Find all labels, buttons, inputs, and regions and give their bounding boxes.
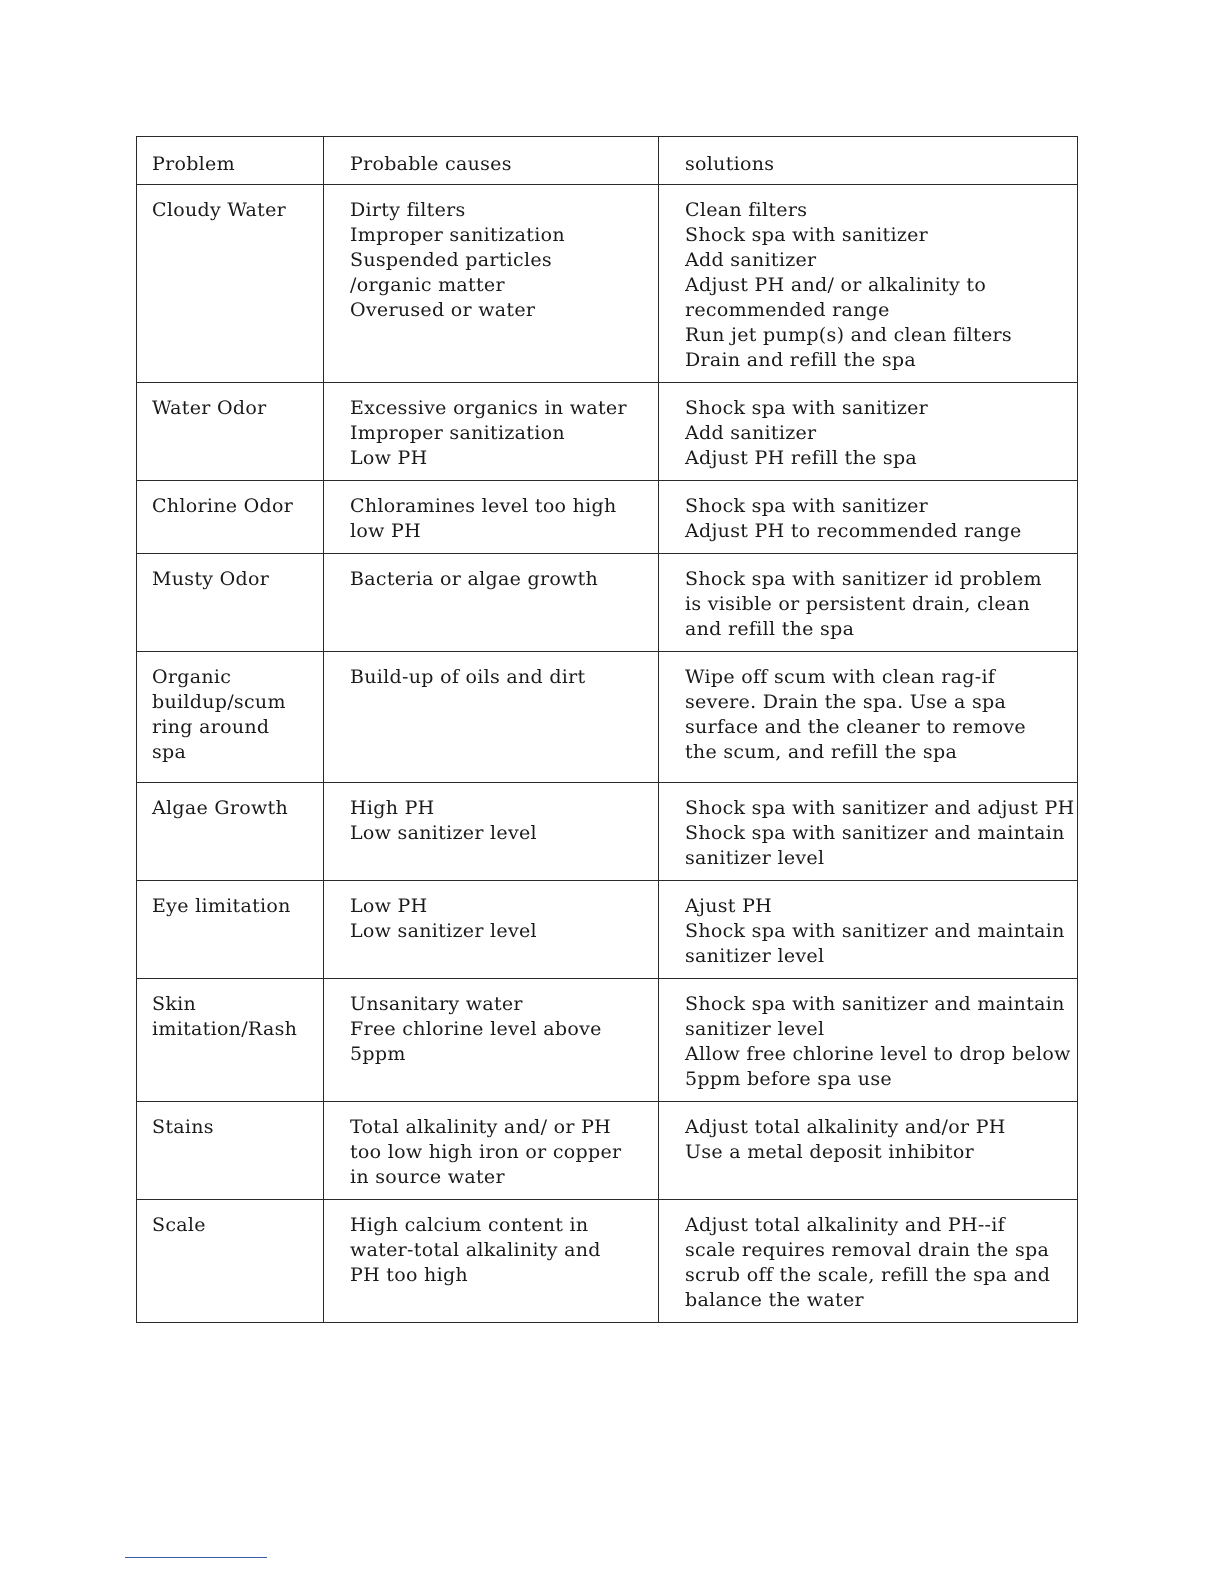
table-body [137, 185, 1078, 1323]
header-solutions: solutions [659, 137, 1078, 185]
table-row [137, 652, 1078, 783]
table-row [137, 979, 1078, 1102]
solution-line: Add sanitizer [685, 249, 817, 271]
solution-line: and refill the spa [685, 618, 855, 640]
cause-line: water-total alkalinity and [350, 1239, 601, 1261]
solutions-cell [659, 185, 1078, 383]
solution-line: Adjust total alkalinity and PH--if [685, 1214, 1005, 1236]
problem-text: Water Odor [152, 397, 267, 419]
solution-line: surface and the cleaner to remove [685, 716, 1026, 738]
problem-text: Algae Growth [152, 797, 289, 819]
solution-line: Adjust PH refill the spa [685, 447, 918, 469]
table-row [137, 1102, 1078, 1200]
solution-line: Adjust PH to recommended range [685, 520, 1022, 542]
cause-line: Low sanitizer level [350, 822, 537, 844]
solutions-cell [659, 881, 1078, 979]
solution-line: Ajust PH [685, 895, 773, 917]
causes-cell [324, 1200, 659, 1323]
cause-line: too low high iron or copper [350, 1141, 622, 1163]
table-row [137, 481, 1078, 554]
solution-line: Use a metal deposit inhibitor [685, 1141, 974, 1163]
solution-line: Run jet pump(s) and clean filters [685, 324, 1012, 346]
problem-text: Scale [152, 1214, 206, 1236]
problem-text: Skin [152, 993, 197, 1015]
solution-line: sanitizer level [685, 847, 825, 869]
problem-cell [137, 979, 324, 1102]
solution-line: sanitizer level [685, 945, 825, 967]
cause-line: High PH [350, 797, 435, 819]
cause-line: Bacteria or algae growth [350, 568, 599, 590]
solution-line: sanitizer level [685, 1018, 825, 1040]
solution-line: recommended range [685, 299, 890, 321]
causes-cell [324, 881, 659, 979]
table-row [137, 185, 1078, 383]
problem-text: spa [152, 741, 187, 763]
solution-line: Shock spa with sanitizer and maintain [685, 920, 1065, 942]
problem-cell [137, 1200, 324, 1323]
table-row [137, 1200, 1078, 1323]
solution-line: Shock spa with sanitizer [685, 397, 929, 419]
cause-line: Free chlorine level above [350, 1018, 602, 1040]
table-row [137, 783, 1078, 881]
solution-line: Clean filters [685, 199, 808, 221]
problem-cell [137, 383, 324, 481]
solution-line: scale requires removal drain the spa [685, 1239, 1050, 1261]
cause-line: Low sanitizer level [350, 920, 537, 942]
table-row [137, 881, 1078, 979]
solutions-cell [659, 383, 1078, 481]
cause-line: low PH [350, 520, 421, 542]
solutions-cell [659, 481, 1078, 554]
cause-line: Low PH [350, 447, 428, 469]
table-row [137, 383, 1078, 481]
solution-line: Allow free chlorine level to drop below [685, 1043, 1071, 1065]
cause-line: Suspended particles [350, 249, 552, 271]
problem-text: Cloudy Water [152, 199, 286, 221]
problem-text: ring around [152, 716, 270, 738]
header-problem: Problem [137, 137, 324, 185]
cause-line: Excessive organics in water [350, 397, 627, 419]
problem-cell [137, 481, 324, 554]
problem-cell [137, 652, 324, 783]
problem-text: Eye limitation [152, 895, 291, 917]
solution-line: Shock spa with sanitizer and maintain [685, 993, 1065, 1015]
cause-line: Build-up of oils and dirt [350, 666, 586, 688]
causes-cell [324, 979, 659, 1102]
solution-line: Shock spa with sanitizer id problem [685, 568, 1042, 590]
causes-cell [324, 554, 659, 652]
problem-text: buildup/scum [152, 691, 286, 713]
solutions-cell [659, 652, 1078, 783]
problem-cell [137, 1102, 324, 1200]
cause-line: Dirty filters [350, 199, 466, 221]
solution-line: Adjust PH and/ or alkalinity to [685, 274, 987, 296]
solutions-cell [659, 1200, 1078, 1323]
solutions-cell [659, 979, 1078, 1102]
cause-line: Low PH [350, 895, 428, 917]
causes-cell [324, 383, 659, 481]
cause-line: 5ppm [350, 1043, 406, 1065]
causes-cell [324, 783, 659, 881]
solution-line: Adjust total alkalinity and/or PH [685, 1116, 1006, 1138]
solution-line: Shock spa with sanitizer [685, 224, 929, 246]
causes-cell [324, 185, 659, 383]
problem-cell [137, 881, 324, 979]
cause-line: in source water [350, 1166, 505, 1188]
cause-line: /organic matter [350, 274, 505, 296]
solution-line: Shock spa with sanitizer and maintain [685, 822, 1065, 844]
table-header-row [137, 137, 1078, 185]
cause-line: Unsanitary water [350, 993, 523, 1015]
solution-line: Shock spa with sanitizer [685, 495, 929, 517]
problem-text: Musty Odor [152, 568, 270, 590]
header-probable-causes: Probable causes [324, 137, 659, 185]
table-row [137, 554, 1078, 652]
solutions-cell [659, 1102, 1078, 1200]
solution-line: balance the water [685, 1289, 864, 1311]
solution-line: 5ppm before spa use [685, 1068, 892, 1090]
cause-line: Improper sanitization [350, 224, 565, 246]
solution-line: the scum, and refill the spa [685, 741, 958, 763]
solution-line: Wipe off scum with clean rag-if [685, 666, 996, 688]
solution-line: Add sanitizer [685, 422, 817, 444]
cause-line: PH too high [350, 1264, 468, 1286]
problem-text: Stains [152, 1116, 214, 1138]
problem-cell [137, 554, 324, 652]
causes-cell [324, 1102, 659, 1200]
solutions-cell [659, 783, 1078, 881]
footnote-separator [125, 1557, 267, 1558]
cause-line: Improper sanitization [350, 422, 565, 444]
problem-cell [137, 185, 324, 383]
problem-text: Organic [152, 666, 232, 688]
troubleshooting-table [136, 136, 1078, 1323]
causes-cell [324, 652, 659, 783]
cause-line: High calcium content in [350, 1214, 589, 1236]
problem-text: Chlorine Odor [152, 495, 294, 517]
solutions-cell [659, 554, 1078, 652]
problem-text: imitation/Rash [152, 1018, 298, 1040]
cause-line: Chloramines level too high [350, 495, 617, 517]
solution-line: scrub off the scale, refill the spa and [685, 1264, 1051, 1286]
solution-line: is visible or persistent drain, clean [685, 593, 1031, 615]
causes-cell [324, 481, 659, 554]
problem-cell [137, 783, 324, 881]
solution-line: severe. Drain the spa. Use a spa [685, 691, 1007, 713]
solution-line: Drain and refill the spa [685, 349, 916, 371]
solution-line: Shock spa with sanitizer and adjust PH [685, 797, 1075, 819]
cause-line: Total alkalinity and/ or PH [350, 1116, 612, 1138]
cause-line: Overused or water [350, 299, 536, 321]
